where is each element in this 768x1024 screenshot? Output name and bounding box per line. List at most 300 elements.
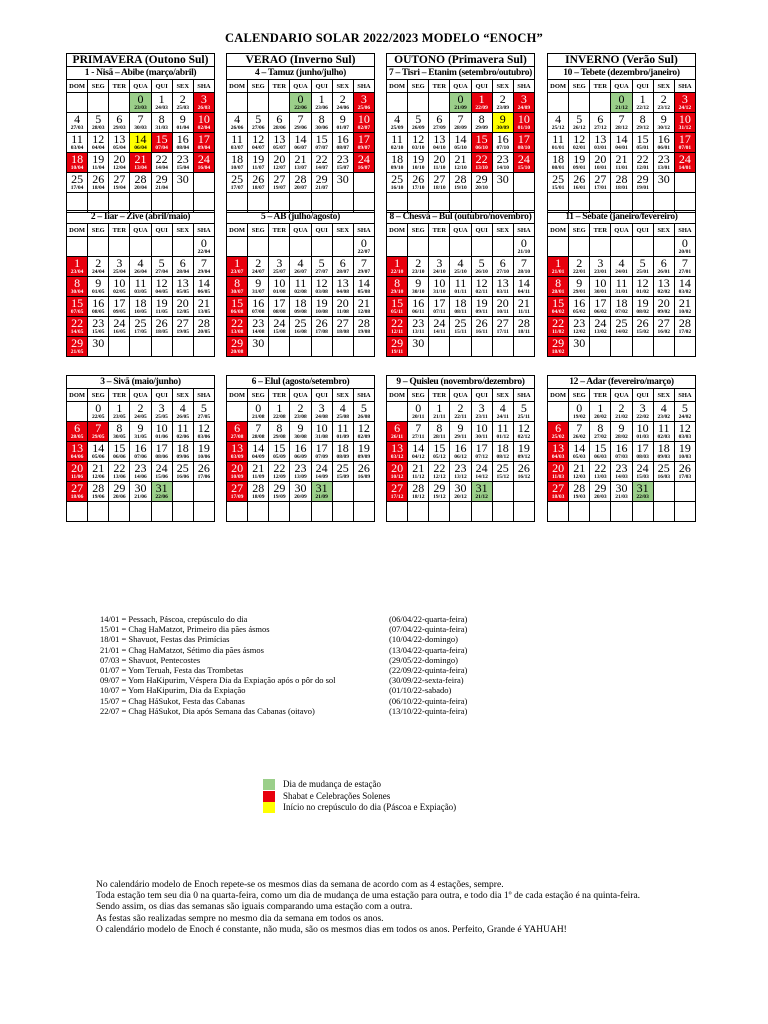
day-cell xyxy=(109,442,130,462)
day-number: 9 xyxy=(95,276,102,290)
empty-cell xyxy=(193,482,214,502)
weekday-header: QUI xyxy=(311,224,332,237)
day-cell xyxy=(227,462,248,482)
day-number: 8 xyxy=(394,276,401,290)
day-cell xyxy=(632,173,653,193)
empty-cell xyxy=(471,502,492,522)
day-number: 15 xyxy=(475,132,488,146)
day-cell xyxy=(548,133,569,153)
month-block xyxy=(226,210,375,357)
day-number: 14 xyxy=(357,276,370,290)
day-cell xyxy=(353,153,374,173)
day-cell xyxy=(172,297,193,317)
empty-cell xyxy=(248,502,269,522)
day-number: 16 xyxy=(615,441,628,455)
day-cell xyxy=(353,257,374,277)
day-cell xyxy=(151,317,172,337)
empty-cell xyxy=(408,237,429,257)
empty-cell xyxy=(151,337,172,357)
day-number: 19 xyxy=(475,296,488,310)
day-number: 10 xyxy=(678,112,691,126)
day-number: 27 xyxy=(552,481,565,495)
gregorian-date: 31/07 xyxy=(251,289,265,295)
empty-cell xyxy=(332,502,353,522)
day-cell xyxy=(269,257,290,277)
gregorian-date: 14/11 xyxy=(433,329,446,335)
gregorian-date: 24/12 xyxy=(678,105,692,111)
gregorian-date: 13/04 xyxy=(134,165,147,171)
day-number: 4 xyxy=(297,256,304,270)
gregorian-date: 19/06 xyxy=(91,494,105,500)
day-cell xyxy=(109,173,130,193)
gregorian-date: 08/03 xyxy=(636,454,649,460)
gregorian-date: 13/02 xyxy=(594,329,607,335)
day-cell xyxy=(513,317,534,337)
gregorian-date: 22/04 xyxy=(197,249,211,255)
gregorian-date: 09/11 xyxy=(475,309,488,315)
day-cell xyxy=(632,462,653,482)
day-cell xyxy=(193,462,214,482)
day-number: 24 xyxy=(357,152,370,166)
gregorian-date: 07/09 xyxy=(315,454,328,460)
day-number: 15 xyxy=(113,441,126,455)
day-number: 10 xyxy=(273,276,286,290)
day-number: 0 xyxy=(360,236,367,250)
day-number: 13 xyxy=(657,276,670,290)
day-number: 21 xyxy=(412,461,425,475)
day-cell xyxy=(109,153,130,173)
empty-cell xyxy=(248,237,269,257)
day-cell xyxy=(674,257,695,277)
feast-text: 10/07 = Yom HaKipurim, Dia da Expiação xyxy=(100,685,246,696)
empty-cell xyxy=(513,502,534,522)
gregorian-date: 20/02 xyxy=(594,414,607,420)
day-number: 11 xyxy=(496,421,509,435)
day-cell xyxy=(332,153,353,173)
day-cell xyxy=(88,277,109,297)
day-cell xyxy=(67,113,88,133)
empty-cell xyxy=(109,237,130,257)
day-number: 2 xyxy=(137,401,144,415)
day-cell xyxy=(311,317,332,337)
day-cell xyxy=(227,337,248,357)
day-number: 13 xyxy=(552,441,565,455)
empty-cell xyxy=(590,337,611,357)
day-cell xyxy=(429,482,450,502)
day-number: 28 xyxy=(517,316,530,330)
weekday-header: QUI xyxy=(471,389,492,402)
gregorian-date: 24/04 xyxy=(91,269,105,275)
gregorian-date: 12/01 xyxy=(636,165,649,171)
day-number: 3 xyxy=(276,256,283,270)
gregorian-date: 15/05 xyxy=(91,329,105,335)
day-number: 17 xyxy=(636,441,649,455)
empty-cell xyxy=(130,337,151,357)
day-cell xyxy=(269,297,290,317)
day-number: 29 xyxy=(71,336,84,350)
gregorian-date: 23/06 xyxy=(315,105,328,111)
day-number: 19 xyxy=(357,441,370,455)
weekday-header: QUI xyxy=(632,224,653,237)
gregorian-date: 11/07 xyxy=(252,165,265,171)
empty-cell xyxy=(653,482,674,502)
feast-date: (01/10/22-sabado) xyxy=(389,685,452,696)
empty-cell xyxy=(172,502,193,522)
season-title: OUTONO (Primavera Sul) xyxy=(386,53,535,66)
day-cell xyxy=(151,277,172,297)
gregorian-date: 10/07 xyxy=(230,165,244,171)
day-cell xyxy=(109,402,130,422)
gregorian-date: 30/03 xyxy=(134,125,147,131)
day-cell xyxy=(193,153,214,173)
day-cell xyxy=(408,297,429,317)
gregorian-date: 12/05 xyxy=(176,309,190,315)
gregorian-date: 10/08 xyxy=(315,309,328,315)
weekday-header: DOM xyxy=(67,224,88,237)
day-number: 27 xyxy=(273,172,286,186)
gregorian-date: 28/06 xyxy=(273,125,286,131)
weekday-header: SEX xyxy=(332,389,353,402)
day-cell xyxy=(248,337,269,357)
gregorian-date: 01/10 xyxy=(517,125,531,131)
weekday-header: TER xyxy=(590,389,611,402)
gregorian-date: 13/05 xyxy=(197,309,211,315)
gregorian-date: 04/01 xyxy=(615,145,628,151)
gregorian-date: 14/01 xyxy=(678,165,692,171)
day-cell xyxy=(67,133,88,153)
day-number: 29 xyxy=(391,336,404,350)
day-number: 21 xyxy=(573,461,586,475)
weekday-header: QUA xyxy=(611,389,632,402)
gregorian-date: 01/01 xyxy=(551,145,565,151)
day-cell xyxy=(130,462,151,482)
day-cell xyxy=(332,317,353,337)
day-number: 13 xyxy=(496,276,509,290)
day-number: 0 xyxy=(255,401,262,415)
day-cell xyxy=(353,297,374,317)
day-number: 15 xyxy=(391,296,404,310)
gregorian-date: 07/04 xyxy=(155,145,168,151)
day-number: 27 xyxy=(176,316,189,330)
day-number: 26 xyxy=(197,461,210,475)
day-cell xyxy=(311,297,332,317)
gregorian-date: 04/11 xyxy=(517,289,531,295)
day-number: 6 xyxy=(179,256,186,270)
day-number: 22 xyxy=(433,461,446,475)
gregorian-date: 02/01 xyxy=(572,145,586,151)
weekday-header: SHA xyxy=(353,389,374,402)
day-number: 25 xyxy=(615,316,628,330)
gregorian-date: 30/04 xyxy=(70,289,84,295)
gregorian-date: 13/08 xyxy=(230,329,244,335)
gregorian-date: 20/08 xyxy=(230,349,244,355)
day-cell xyxy=(450,93,471,113)
day-number: 4 xyxy=(457,256,464,270)
gregorian-date: 30/08 xyxy=(294,434,307,440)
day-cell xyxy=(653,133,674,153)
day-cell xyxy=(151,297,172,317)
gregorian-date: 27/07 xyxy=(315,269,328,275)
day-number: 2 xyxy=(618,401,625,415)
day-number: 7 xyxy=(137,112,144,126)
gregorian-date: 31/05 xyxy=(134,434,147,440)
weekday-header: QUA xyxy=(130,389,151,402)
gregorian-date: 05/11 xyxy=(390,309,404,315)
day-cell xyxy=(471,402,492,422)
gregorian-date: 29/07 xyxy=(357,269,371,275)
page-title: CALENDARIO SOLAR 2022/2023 MODELO “ENOCH” xyxy=(225,31,543,45)
day-number: 22 xyxy=(552,316,565,330)
month-block xyxy=(386,53,535,213)
day-cell xyxy=(590,482,611,502)
day-number: 5 xyxy=(415,112,422,126)
day-cell xyxy=(590,402,611,422)
empty-cell xyxy=(548,237,569,257)
day-cell xyxy=(353,462,374,482)
season-title: INVERNO (Verão Sul) xyxy=(547,53,696,66)
day-number: 24 xyxy=(594,316,607,330)
weekday-header: SHA xyxy=(193,389,214,402)
gregorian-date: 30/05 xyxy=(113,434,126,440)
gregorian-date: 22/12 xyxy=(636,105,649,111)
feast-text: 14/01 = Pessach, Páscoa, crepúsculo do dia xyxy=(100,614,248,624)
day-cell xyxy=(513,153,534,173)
day-cell xyxy=(387,173,408,193)
day-number: 23 xyxy=(252,316,265,330)
gregorian-date: 09/06 xyxy=(176,454,190,460)
day-cell xyxy=(67,153,88,173)
gregorian-date: 29/04 xyxy=(197,269,211,275)
day-cell xyxy=(290,257,311,277)
gregorian-date: 13/07 xyxy=(294,165,307,171)
day-number: 23 xyxy=(615,461,628,475)
day-number: 6 xyxy=(555,421,562,435)
day-number: 5 xyxy=(158,256,165,270)
day-cell xyxy=(193,237,214,257)
day-cell xyxy=(248,113,269,133)
gregorian-date: 03/12 xyxy=(390,454,404,460)
gregorian-date: 02/03 xyxy=(657,434,671,440)
day-cell xyxy=(88,337,109,357)
day-cell xyxy=(67,422,88,442)
empty-cell xyxy=(611,337,632,357)
day-cell xyxy=(471,153,492,173)
weekday-header: SHA xyxy=(513,224,534,237)
day-number: 5 xyxy=(478,256,485,270)
feast-text: 09/07 = Yom HaKipurim, Véspera Dia da Expiação após o pôr do sol xyxy=(100,675,336,686)
month-name: 10 – Tebete (dezembro/janeiro) xyxy=(547,66,696,79)
day-cell xyxy=(311,93,332,113)
day-cell xyxy=(248,257,269,277)
day-number: 8 xyxy=(234,276,241,290)
weekday-header: SHA xyxy=(674,80,695,93)
day-cell xyxy=(429,277,450,297)
weekday-header: DOM xyxy=(227,80,248,93)
day-cell xyxy=(227,133,248,153)
day-cell xyxy=(353,442,374,462)
empty-cell xyxy=(353,482,374,502)
day-cell xyxy=(130,153,151,173)
day-number: 25 xyxy=(71,172,84,186)
day-cell xyxy=(450,422,471,442)
day-number: 18 xyxy=(134,296,147,310)
weekday-header: QUI xyxy=(151,389,172,402)
day-number: 25 xyxy=(176,461,189,475)
day-cell xyxy=(248,442,269,462)
day-cell xyxy=(653,462,674,482)
empty-cell xyxy=(332,237,353,257)
day-number: 21 xyxy=(197,296,210,310)
gregorian-date: 03/03 xyxy=(678,434,692,440)
weekday-header: SHA xyxy=(674,389,695,402)
empty-cell xyxy=(492,237,513,257)
day-number: 10 xyxy=(594,276,607,290)
day-number: 3 xyxy=(116,256,123,270)
day-number: 14 xyxy=(412,441,425,455)
gregorian-date: 24/10 xyxy=(433,269,446,275)
weekday-header: SHA xyxy=(513,389,534,402)
day-number: 28 xyxy=(573,481,586,495)
day-number: 23 xyxy=(294,461,307,475)
day-number: 12 xyxy=(636,276,649,290)
legend-item xyxy=(263,779,456,791)
empty-cell xyxy=(632,337,653,357)
day-cell xyxy=(569,113,590,133)
gregorian-date: 22/07 xyxy=(357,249,371,255)
weekday-header: DOM xyxy=(67,389,88,402)
day-number: 2 xyxy=(255,256,262,270)
day-number: 1 xyxy=(318,92,325,106)
day-cell xyxy=(632,153,653,173)
weekday-header: TER xyxy=(109,80,130,93)
gregorian-date: 17/06 xyxy=(197,474,211,480)
gregorian-date: 10/03 xyxy=(678,454,692,460)
day-number: 17 xyxy=(273,296,286,310)
gregorian-date: 15/11 xyxy=(454,329,467,335)
day-cell xyxy=(387,257,408,277)
day-number: 30 xyxy=(336,172,349,186)
day-number: 12 xyxy=(412,132,425,146)
gregorian-date: 02/10 xyxy=(390,145,404,151)
gregorian-date: 17/07 xyxy=(230,185,244,191)
day-cell xyxy=(311,482,332,502)
gregorian-date: 15/08 xyxy=(273,329,286,335)
weekday-header: TER xyxy=(109,224,130,237)
gregorian-date: 10/09 xyxy=(230,474,244,480)
day-cell xyxy=(429,422,450,442)
day-cell xyxy=(548,153,569,173)
gregorian-date: 13/06 xyxy=(113,474,126,480)
legend-item xyxy=(263,791,456,803)
day-number: 20 xyxy=(273,152,286,166)
day-number: 20 xyxy=(496,296,509,310)
month-block xyxy=(66,375,215,522)
day-cell xyxy=(193,133,214,153)
day-cell xyxy=(611,462,632,482)
day-cell xyxy=(88,482,109,502)
day-number: 10 xyxy=(113,276,126,290)
empty-cell xyxy=(429,93,450,113)
day-cell xyxy=(130,113,151,133)
day-number: 23 xyxy=(573,316,586,330)
day-cell xyxy=(172,93,193,113)
day-number: 6 xyxy=(339,256,346,270)
gregorian-date: 06/11 xyxy=(412,309,425,315)
day-cell xyxy=(674,277,695,297)
gregorian-date: 09/12 xyxy=(517,454,531,460)
day-number: 26 xyxy=(315,316,328,330)
day-number: 26 xyxy=(92,172,105,186)
gregorian-date: 23/12 xyxy=(657,105,671,111)
gregorian-date: 14/02 xyxy=(615,329,628,335)
day-cell xyxy=(311,402,332,422)
gregorian-date: 01/09 xyxy=(336,434,350,440)
day-number: 4 xyxy=(74,112,81,126)
day-number: 19 xyxy=(678,441,691,455)
day-number: 26 xyxy=(155,316,168,330)
day-number: 18 xyxy=(454,296,467,310)
gregorian-date: 04/09 xyxy=(251,454,265,460)
gregorian-date: 16/09 xyxy=(357,474,371,480)
weekday-header: SHA xyxy=(353,224,374,237)
day-number: 27 xyxy=(594,172,607,186)
day-cell xyxy=(653,93,674,113)
gregorian-date: 24/02 xyxy=(678,414,692,420)
month-name: 3 – Sivã (maio/junho) xyxy=(66,375,215,388)
day-number: 21 xyxy=(615,152,628,166)
gregorian-date: 30/11 xyxy=(475,434,488,440)
day-cell xyxy=(408,257,429,277)
gregorian-date: 11/12 xyxy=(412,474,425,480)
day-number: 9 xyxy=(297,421,304,435)
gregorian-date: 10/10 xyxy=(411,165,425,171)
day-cell xyxy=(611,133,632,153)
gregorian-date: 20/03 xyxy=(594,494,607,500)
day-cell xyxy=(632,482,653,502)
gregorian-date: 28/03 xyxy=(91,125,105,131)
weekday-header: SEG xyxy=(88,389,109,402)
gregorian-date: 29/05 xyxy=(91,434,105,440)
weekday-header: QUI xyxy=(151,224,172,237)
day-number: 10 xyxy=(636,421,649,435)
day-number: 27 xyxy=(496,316,509,330)
day-number: 22 xyxy=(231,316,244,330)
gregorian-date: 03/09 xyxy=(230,454,244,460)
day-number: 3 xyxy=(318,401,325,415)
day-cell xyxy=(248,317,269,337)
feast-text: 18/01 = Shavuot, Festas das Primícias xyxy=(100,634,230,645)
gregorian-date: 27/06 xyxy=(251,125,265,131)
day-number: 15 xyxy=(315,132,328,146)
note-line: Sendo assim, os dias das semanas são iguais comparando uma estação com a outra. xyxy=(96,902,413,913)
day-number: 20 xyxy=(176,296,189,310)
day-number: 13 xyxy=(391,441,404,455)
gregorian-date: 16/01 xyxy=(572,185,586,191)
day-cell xyxy=(471,422,492,442)
weekday-header: QUA xyxy=(290,224,311,237)
day-number: 29 xyxy=(552,336,565,350)
day-cell xyxy=(492,297,513,317)
weekday-header: TER xyxy=(269,389,290,402)
day-cell xyxy=(311,277,332,297)
gregorian-date: 28/10 xyxy=(517,269,531,275)
day-cell xyxy=(408,422,429,442)
gregorian-date: 14/04 xyxy=(155,165,168,171)
day-number: 0 xyxy=(457,92,464,106)
gregorian-date: 20/07 xyxy=(294,185,307,191)
day-number: 0 xyxy=(520,236,527,250)
day-number: 22 xyxy=(315,152,328,166)
